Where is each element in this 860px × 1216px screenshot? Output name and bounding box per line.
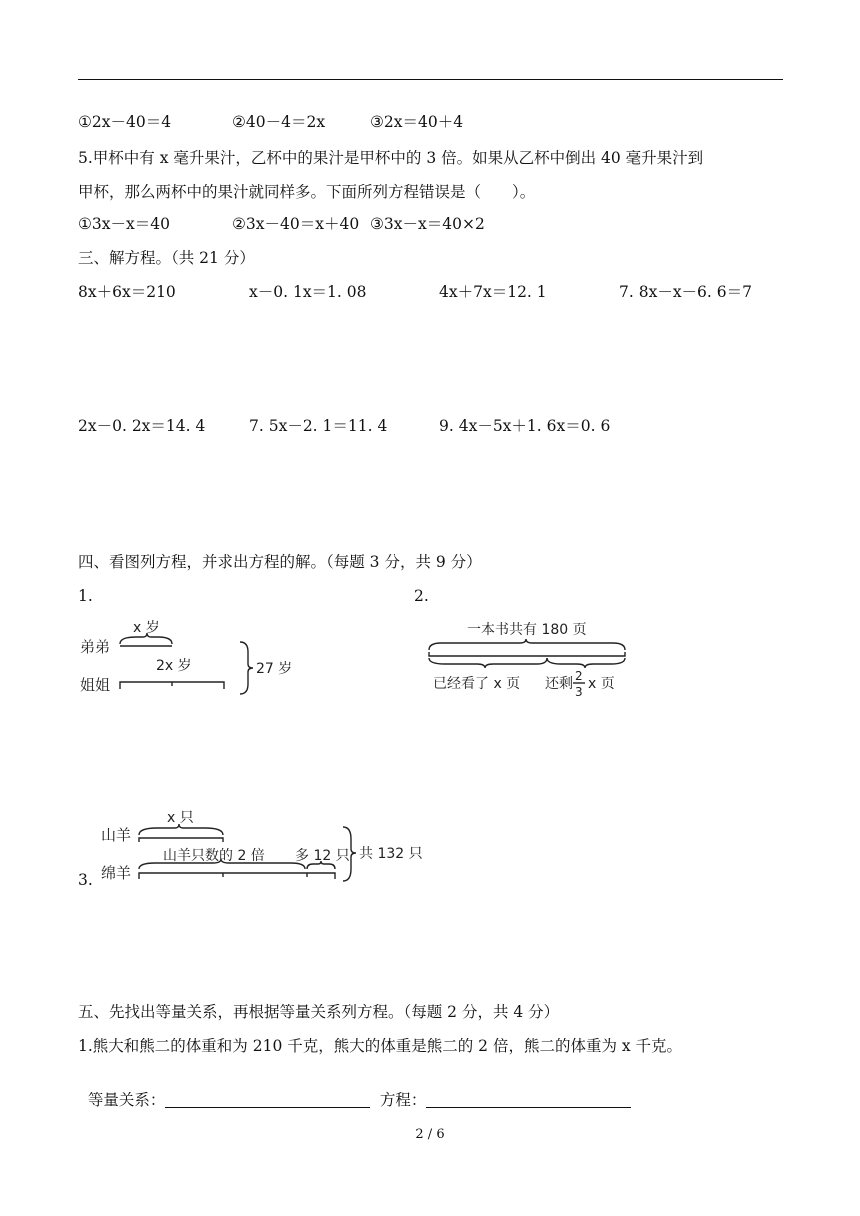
q5-option-1: ①3x－x＝40 [78,215,170,233]
equation-1: 8x＋6x＝210 [78,283,176,301]
fig1-right-brace [240,642,253,694]
equation-6: 7. 5x－2. 1＝11. 4 [249,417,388,435]
figure-1-diagram [78,612,318,702]
fig2-top-brace [429,639,625,650]
section-3-title: 三、解方程。（共 21 分） [78,249,255,267]
q4-3-number: 3. [78,871,93,889]
fig3-double-label: 山羊只数的 2 倍 [163,848,265,864]
q5-option-2: ②3x－40＝x＋40 [232,215,360,233]
section-4-title: 四、看图列方程，并求出方程的解。（每题 3 分，共 9 分） [78,553,482,571]
relation-answer-blank[interactable] [165,1091,370,1108]
fig1-sister-label: 姐姐 [80,676,111,694]
header-rule [78,79,783,80]
q5-option-3: ③3x－x＝40×2 [370,215,485,233]
equation-row [370,1070,631,1110]
fig2-frac-numerator: 2 [575,669,583,683]
q4-option-1: ①2x－40＝4 [78,113,172,131]
q4-option-2: ②40－4＝2x [232,113,326,131]
fig1-total-label: 27 岁 [256,661,293,677]
section-5-title: 五、先找出等量关系，再根据等量关系列方程。（每题 2 分，共 4 分） [78,1003,560,1021]
page-number: 2 / 6 [415,1127,445,1142]
figure-2-diagram [425,612,635,702]
fig3-goat-label: 山羊 [101,826,132,844]
equation-4: 7. 8x－x－6. 6＝7 [619,283,752,301]
fig3-total-label: 共 132 只 [359,846,423,862]
figure-3-diagram [95,805,445,890]
fig1-x-label: x 岁 [133,620,160,636]
fig1-2x-label: 2x 岁 [156,658,192,674]
q4-option-3: ③2x＝40＋4 [370,113,464,131]
fig2-frac-denominator: 3 [575,685,583,699]
equation-label: 方程： [379,1091,427,1109]
fig2-left-prefix: 还剩 [545,676,573,692]
fig1-brother-label: 弟弟 [80,638,111,656]
equation-5: 2x－0. 2x＝14. 4 [78,417,206,435]
q4-2-number: 2. [414,587,429,605]
fig2-left-suffix: x 页 [588,676,615,692]
relation-row [78,1070,370,1110]
q5-line-1: 5.甲杯中有 x 毫升果汁，乙杯中的果汁是甲杯中的 3 倍。如果从乙杯中倒出 40 毫升果汁到 [78,149,704,167]
equation-7: 9. 4x－5x＋1. 6x＝0. 6 [439,417,611,435]
fig2-read-brace [429,658,547,668]
fig2-total-label: 一本书共有 180 页 [467,622,587,638]
fig3-sheep-label: 绵羊 [101,864,132,882]
equation-answer-blank[interactable] [426,1091,631,1108]
q5-line-2: 甲杯，那么两杯中的果汁就同样多。下面所列方程错误是（ ）。 [78,183,536,201]
equation-3: 4x＋7x＝12. 1 [439,283,547,301]
section-5-q1: 1.熊大和熊二的体重和为 210 千克，熊大的体重是熊二的 2 倍，熊二的体重为 x 千克。 [78,1037,683,1055]
fig2-bar [429,652,625,656]
fig3-goat-bar [139,838,223,842]
fig2-read-label: 已经看了 x 页 [433,676,521,692]
fig3-x-label: x 只 [167,810,194,826]
relation-label: 等量关系： [87,1091,166,1109]
fig2-left-brace [547,658,625,668]
equation-2: x－0. 1x＝1. 08 [249,283,367,301]
fig3-more-label: 多 12 只 [295,848,350,864]
q4-1-number: 1. [78,587,93,605]
fig3-sheep-bar [139,873,335,879]
